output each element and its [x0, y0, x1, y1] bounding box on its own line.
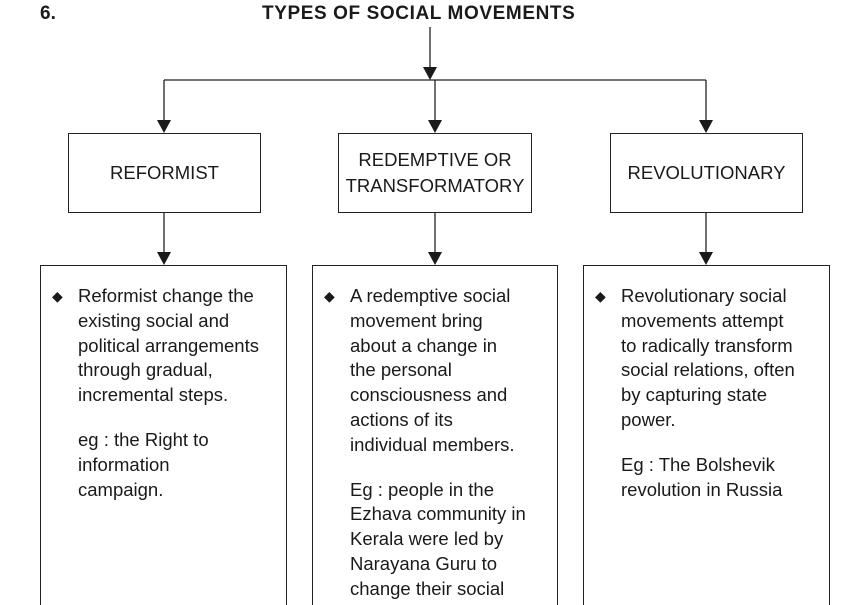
example-text: [621, 453, 821, 503]
text-line: about a change in: [350, 334, 498, 356]
arrow-head-revolutionary: [699, 120, 713, 133]
text-line: movements attempt: [621, 309, 784, 331]
text-line: revolution in Russia: [621, 478, 783, 500]
text-line: through gradual,: [78, 359, 213, 381]
text-line: to radically transform: [621, 334, 793, 356]
category-title-line: REVOLUTIONARY: [627, 162, 786, 183]
text-line: information: [78, 453, 170, 475]
arrow-head-reformist-desc: [157, 252, 171, 265]
arrow-head-reformist: [157, 120, 171, 133]
text-line: eg : the Right to: [78, 428, 209, 450]
category-box-redemptive: [338, 133, 532, 213]
text-line: power.: [621, 408, 676, 430]
arrow-head-title: [423, 67, 437, 80]
example-text: [78, 428, 278, 502]
text-line: Reformist change the: [78, 285, 254, 306]
diamond-bullet-icon: ◆: [595, 288, 606, 304]
diamond-bullet-icon: ◆: [52, 288, 63, 304]
text-line: social relations, often: [621, 359, 795, 381]
text-line: by capturing state: [621, 384, 768, 406]
text-line: Eg : The Bolshevik: [621, 453, 775, 475]
text-line: individual members.: [350, 433, 515, 455]
arrow-head-revolutionary-desc: [699, 252, 713, 265]
text-line: movement bring: [350, 309, 483, 331]
text-line: actions of its: [350, 408, 453, 430]
text-line: campaign.: [78, 478, 164, 500]
section-number: 6.: [40, 3, 56, 24]
description-text: [78, 284, 278, 408]
text-line: Revolutionary social: [621, 285, 787, 306]
category-title-line: REFORMIST: [110, 162, 219, 183]
example-text: [350, 478, 549, 602]
text-line: incremental steps.: [78, 384, 229, 406]
category-box-reformist: [68, 133, 261, 213]
text-line: Narayana Guru to: [350, 552, 498, 574]
category-title-line: TRANSFORMATORY: [345, 175, 525, 196]
diagram-title: TYPES OF SOCIAL MOVEMENTS: [262, 3, 576, 24]
text-line: change their social: [350, 577, 505, 599]
text-line: Kerala were led by: [350, 528, 504, 550]
description-box-reformist: [40, 265, 287, 605]
text-line: Eg : people in the: [350, 478, 494, 500]
arrow-head-redemptive-desc: [428, 252, 442, 265]
text-line: existing social and: [78, 309, 230, 331]
description-text: [350, 284, 549, 458]
description-box-revolutionary: [583, 265, 830, 605]
text-line: the personal: [350, 359, 452, 381]
category-box-revolutionary: [610, 133, 803, 213]
text-line: A redemptive social: [350, 285, 511, 306]
text-line: consciousness and: [350, 384, 508, 406]
description-box-redemptive: [312, 265, 558, 605]
text-line: Ezhava community in: [350, 503, 526, 525]
category-title-line: REDEMPTIVE OR: [358, 149, 512, 170]
description-text: [621, 284, 821, 433]
text-line: political arrangements: [78, 334, 259, 356]
arrow-head-redemptive: [428, 120, 442, 133]
diamond-bullet-icon: ◆: [324, 288, 335, 304]
